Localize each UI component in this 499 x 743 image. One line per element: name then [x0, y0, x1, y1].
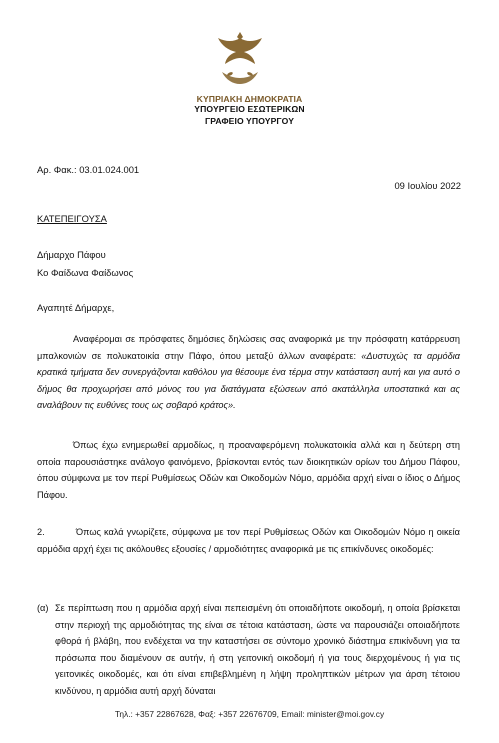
paragraph-2 [37, 437, 460, 503]
urgent-label: ΚΑΤΕΠΕΙΓΟΥΣΑ [37, 213, 107, 224]
coat-of-arms-icon [212, 28, 268, 88]
paragraph-3-number: 2. [37, 527, 45, 537]
org-office: ΓΡΑΦΕΙΟ ΥΠΟΥΡΓΟΥ [204, 116, 295, 126]
paragraph-1 [37, 331, 460, 414]
file-reference: Αρ. Φακ.: 03.01.024.001 [37, 164, 140, 175]
paragraph-2-text: Όπως έχω ενημερωθεί αρμοδίως, η προαναφερόμενη πολυκατοικία αλλά και η δεύτερη στη οποία παρουσιάστηκε ανάλογο φαινόμενο, βρίσκονται εντός των διοικητικών ορίων του Δήμου Πάφου, όπου σύμφωνα με τον περί Ρυθμίσεως Οδών και Οικοδομών Νόμο, αρμόδια αρχή είναι ο ίδιος ο Δήμος Πάφου. [37, 440, 460, 500]
letter-date: 09 Ιουλίου 2022 [394, 180, 461, 191]
paragraph-1-quote: «Δυστυχώς τα αρμόδια κρατικά τμήματα δεν συνεργάζονται καθόλου για θέσουμε ένα τέρμα στην κατάσταση αυτή και για αυτό ο δήμος θα προχωρήσει από μόνος του για διατάγματα εξώσεων από ακατάλληλα υποστατικά και ας αναλάβουν τις ευθύνες τους ως σοβαρό κράτος». [37, 350, 460, 410]
paragraph-1-text: Αναφέρομαι σε πρόσφατες δημόσιες δηλώσεις σας αναφορικά με την πρόσφατη κατάρρευση μπαλκονιών σε πολυκατοικία στην Πάφο, όπου μεταξύ άλλων αναφέρατε: [37, 334, 460, 361]
paragraph-3 [37, 524, 460, 557]
list-item-a-marker: (α) [37, 603, 49, 613]
org-ministry: ΥΠΟΥΡΓΕΙΟ ΕΣΩΤΕΡΙΚΩΝ [194, 104, 305, 114]
salutation: Αγαπητέ Δήμαρχε, [37, 302, 115, 313]
paragraph-3-text: Όπως καλά γνωρίζετε, σύμφωνα με τον περί Ρυθμίσεως Οδών και Οικοδομών Νόμο η οικεία αρμόδια αρχή έχει τις ακόλουθες εξουσίες / αρμοδιότητες αναφορικά με τις επικίνδυνες οικοδομές: [37, 527, 460, 554]
recipient-name: Κο Φαίδωνα Φαίδωνος [37, 267, 134, 278]
list-item-a [37, 600, 460, 699]
org-country: ΚΥΠΡΙΑΚΗ ΔΗΜΟΚΡΑΤΙΑ [196, 94, 303, 104]
recipient-title: Δήμαρχο Πάφου [37, 249, 106, 260]
footer-contact: Τηλ.: +357 22867628, Φαξ: +357 22676709, Email: minister@moi.gov.cy [114, 709, 385, 719]
list-item-a-text: Σε περίπτωση που η αρμόδια αρχή είναι πεπεισμένη ότι οποιαδήποτε οικοδομή, η οποία βρίσκεται στην περιοχή της αρμοδιότητας της είναι σε τέτοια κατάσταση, ώστε να παρουσιάζει οποιαδήποτε φθορά ή βλάβη, που ενδέχεται να την καταστήσει σε σύντομο χρονικό διάστημα επικίνδυνη για τα πρόσωπα που διαμένουν σε αυτήν, ή στη γειτονική οικοδομή ή για τους διερχομένους ή για τις γειτονικές οικοδομές, και ότι είναι επιβεβλημένη η λήψη προληπτικών μέτρων για άρση τέτοιου κινδύνου, η αρμόδια αυτή αρχή δύναται [55, 603, 460, 696]
